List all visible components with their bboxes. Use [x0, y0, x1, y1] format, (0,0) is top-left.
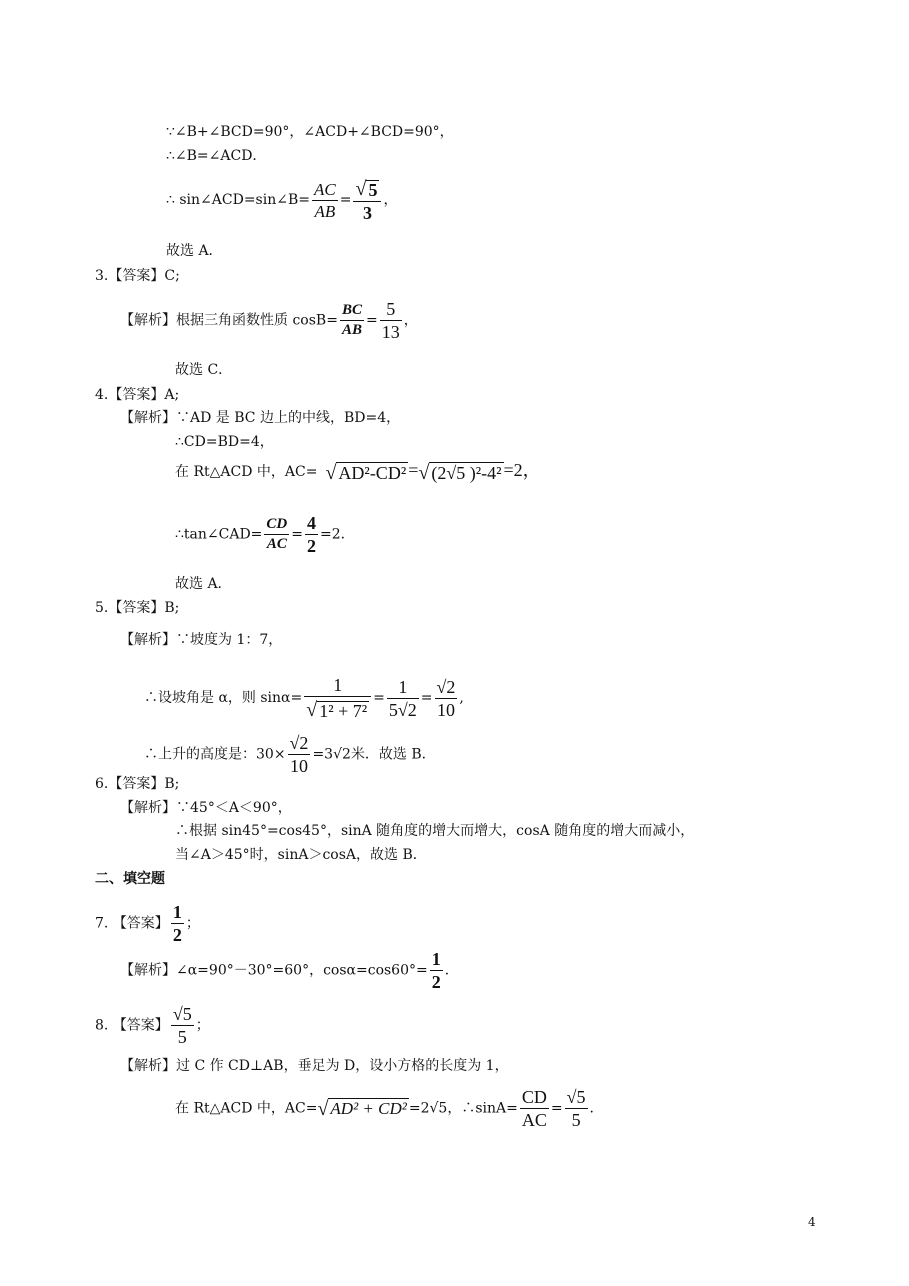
analysis-line: 【解析】∵AD 是 BC 边上的中线，BD=4，: [120, 410, 401, 426]
sqrt: [418, 461, 503, 483]
numerator: 5: [380, 300, 402, 321]
analysis-line: ∴根据 sin45°=cos45°，sinA 随角度的增大而增大，cosA 随角度的增大而减小，: [175, 823, 695, 839]
sqrt-icon: √: [325, 461, 337, 484]
fraction: [430, 950, 443, 991]
page-number: 4: [808, 1215, 816, 1229]
sqrt-icon: √: [317, 1097, 329, 1120]
numerator: √2: [289, 733, 309, 753]
text: ,: [459, 690, 464, 707]
section-title: 二、填空题: [95, 871, 165, 887]
analysis-line: 当∠A＞45°时，sinA＞cosA，故选 B．: [175, 847, 427, 863]
equals: =: [550, 1100, 563, 1117]
radicand: 1² + 7²: [319, 700, 368, 721]
fraction: [565, 1088, 588, 1129]
analysis-line: [175, 460, 541, 483]
text: 7. 【答案】: [95, 915, 169, 932]
fraction: [312, 181, 338, 220]
equals: =: [365, 312, 378, 329]
text: 【解析】∠α=90°－30°=60°，cosα=cos60°=: [120, 962, 428, 979]
denominator: 5√2: [388, 699, 417, 720]
text: 【解析】根据三角函数性质 cosB=: [120, 312, 338, 329]
numerator: AC: [313, 179, 336, 199]
sqrt: [355, 178, 379, 199]
answer-line: [95, 1005, 210, 1046]
equals: =: [408, 460, 419, 480]
text: =2．: [319, 526, 355, 543]
analysis-line: [120, 950, 459, 991]
text: ．: [589, 1100, 604, 1117]
equals: =: [339, 192, 352, 209]
text: ∴上升的高度是：30×: [144, 746, 286, 763]
solution-line: ∴∠B=∠ACD．: [166, 148, 267, 164]
sqrt: [306, 699, 369, 720]
text: ；: [185, 915, 200, 932]
analysis-line: [144, 734, 436, 775]
radicand: AD² + CD²: [330, 1099, 407, 1119]
fraction: [435, 678, 458, 719]
analysis-line: 故选 A．: [175, 576, 232, 592]
fraction: [387, 678, 419, 719]
fraction: [264, 517, 289, 552]
radicand: (2√5 )²-4²: [431, 463, 502, 484]
text: ．: [444, 962, 459, 979]
equals: =: [420, 690, 433, 707]
text: ∴ sin∠ACD=sin∠B=: [166, 192, 310, 209]
denominator: 2: [172, 925, 182, 945]
denominator: AB: [341, 322, 362, 338]
denominator: 5: [177, 1027, 187, 1047]
denominator: 3: [362, 203, 372, 224]
fraction: [171, 903, 184, 944]
solution-line: [166, 178, 397, 222]
numerator: 1: [172, 902, 182, 922]
analysis-line: 【解析】过 C 作 CD⊥AB，垂足为 D，设小方格的长度为 1，: [120, 1058, 509, 1074]
numerator: CD: [264, 517, 289, 535]
denominator: [304, 697, 371, 720]
fraction: [305, 514, 318, 555]
numerator: BC: [340, 303, 364, 321]
answer-line: 4.【答案】A;: [95, 387, 180, 403]
sqrt: [317, 1098, 408, 1120]
sqrt: [325, 461, 408, 483]
radicand: AD²-CD²: [338, 463, 407, 484]
solution-line: 故选 A．: [166, 243, 223, 259]
numerator: 1: [431, 949, 441, 969]
denominator: 10: [436, 699, 455, 720]
answer-line: 3.【答案】C;: [95, 268, 180, 284]
denominator: AB: [314, 201, 336, 221]
denominator: 2: [306, 536, 316, 556]
answer-line: [95, 903, 200, 944]
fraction: [171, 1005, 194, 1046]
sqrt-icon: √: [355, 178, 367, 201]
denominator: AC: [266, 536, 287, 552]
numerator: √5: [566, 1087, 586, 1107]
sqrt-icon: √: [306, 699, 318, 722]
fraction: [304, 676, 371, 720]
denominator: 10: [289, 756, 308, 776]
fraction: [380, 300, 402, 341]
fraction: [520, 1088, 549, 1129]
text: ，: [403, 312, 418, 329]
analysis-line: [144, 676, 464, 720]
numerator: 1: [387, 678, 419, 699]
solution-line: ∵∠B+∠BCD=90°，∠ACD+∠BCD=90°，: [166, 124, 454, 140]
numerator: √2: [436, 676, 456, 697]
numerator: √5: [172, 1004, 192, 1024]
analysis-line: [175, 1088, 604, 1129]
analysis-line: 【解析】∵45°＜A＜90°，: [120, 800, 292, 816]
fraction: [353, 178, 381, 222]
numerator: CD: [521, 1087, 547, 1107]
numerator: 4: [306, 513, 316, 533]
numerator: [353, 178, 381, 202]
text: 在 Rt△ACD 中，AC=: [175, 1100, 318, 1117]
text: 在 Rt△ACD 中，AC=: [175, 464, 318, 480]
text: 8. 【答案】: [95, 1017, 169, 1034]
text: ∴tan∠CAD=: [175, 526, 263, 543]
numerator: 1: [304, 676, 371, 697]
text: =3√2米．故选 B．: [312, 746, 436, 763]
analysis-line: [120, 300, 418, 341]
denominator: 13: [381, 322, 400, 342]
answer-line: 5.【答案】B;: [95, 600, 180, 616]
analysis-line: 故选 C．: [175, 362, 233, 378]
text: =2，: [503, 460, 541, 480]
denominator: AC: [521, 1110, 547, 1130]
radicand: 5: [368, 179, 378, 200]
answer-line: 6.【答案】B;: [95, 776, 180, 792]
text: ，: [383, 192, 398, 209]
fraction: [340, 303, 364, 338]
equals: =: [291, 526, 303, 543]
sqrt-icon: √: [418, 461, 430, 484]
equals: =: [373, 690, 385, 707]
analysis-line: [175, 514, 355, 555]
fraction: [288, 734, 311, 775]
text: =2√5，∴sinA=: [408, 1100, 518, 1117]
denominator: 2: [431, 972, 441, 992]
text: ∴设坡角是 α，则 sinα=: [144, 690, 303, 707]
analysis-line: 【解析】∵坡度为 1：7，: [120, 632, 283, 648]
text: ；: [195, 1017, 210, 1034]
denominator: 5: [571, 1110, 581, 1130]
analysis-line: ∴CD=BD=4，: [175, 434, 274, 450]
